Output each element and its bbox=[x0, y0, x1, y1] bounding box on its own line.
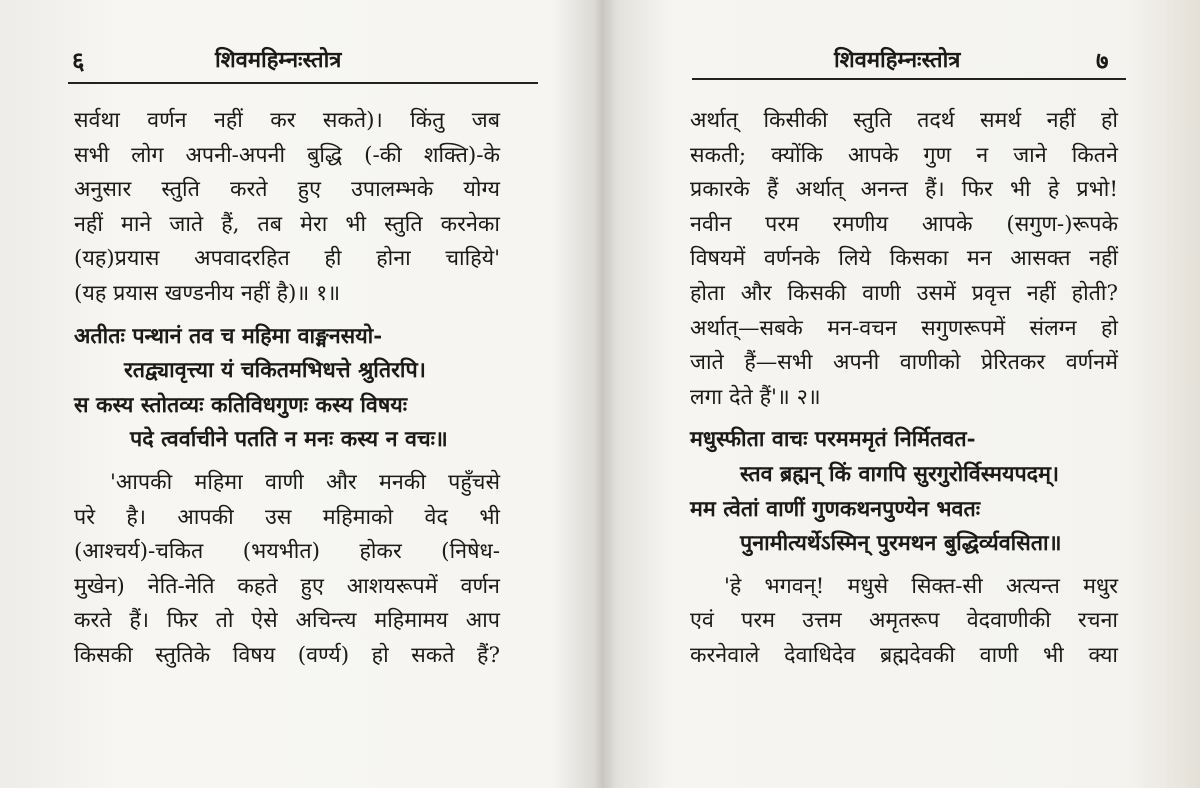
text-line: अर्थात्—सबके मन-वचन सगुणरूपमें संलग्न हो bbox=[690, 315, 1118, 341]
page-number: ७ bbox=[1096, 46, 1109, 75]
text-line: लगा देते हैं'॥ २॥ bbox=[690, 384, 821, 410]
text-line: करनेवाले देवाधिदेव ब्रह्मदेवकी वाणी भी क्या bbox=[690, 642, 1118, 668]
text-line: मुखेन) नेति-नेति कहते हुए आशयरूपमें वर्णन bbox=[74, 573, 500, 599]
text-line: अनुसार स्तुति करते हुए उपालम्भके योग्य bbox=[74, 177, 500, 203]
verse-line: पुनामीत्यर्थेऽस्मिन् पुरमथन बुद्धिर्व्यवसिता॥ bbox=[740, 531, 1062, 557]
text-line: अर्थात् किसीकी स्तुति तदर्थ समर्थ नहीं हो bbox=[690, 108, 1118, 133]
text-line: 'हे भगवन्! मधुसे सिक्त-सी अत्यन्त मधुर bbox=[724, 573, 1118, 599]
right-page bbox=[606, 0, 1200, 788]
text-line: प्रकारके हैं अर्थात् अनन्त हैं। फिर भी हे प्रभो! bbox=[690, 177, 1118, 203]
running-header: शिवमहिम्नःस्तोत्र bbox=[834, 47, 961, 73]
verse-line: पदे त्वर्वाचीने पतति न मनः कस्य न वचः॥ bbox=[130, 427, 448, 453]
verse-line: मम त्वेतां वाणीं गुणकथनपुण्येन भवतः bbox=[690, 496, 981, 522]
text-line: नवीन परम रमणीय आपके (सगुण-)रूपके bbox=[690, 211, 1118, 237]
text-line: एवं परम उत्तम अमृतरूप वेदवाणीकी रचना bbox=[690, 608, 1118, 634]
text-line: (यह प्रयास खण्डनीय नहीं है)॥ १॥ bbox=[74, 280, 341, 306]
text-line: नहीं माने जाते हैं, तब मेरा भी स्तुति करनेका bbox=[74, 211, 500, 237]
verse-line: मधुस्फीता वाचः परमममृतं निर्मितवत- bbox=[690, 427, 976, 453]
text-line: विषयमें वर्णनके लिये किसका मन आसक्त नहीं bbox=[690, 246, 1118, 272]
text-line: सकती; क्योंकि आपके गुण न जाने कितने bbox=[690, 142, 1118, 168]
verse-line: अतीतः पन्थानं तव च महिमा वाङ्मनसयो- bbox=[74, 323, 383, 349]
verse-line: स्तव ब्रह्मन् किं वागपि सुरगुरोर्विस्मयपदम्। bbox=[740, 461, 1060, 487]
text-line: सभी लोग अपनी-अपनी बुद्धि (-की शक्ति)-के bbox=[74, 142, 500, 168]
page-body bbox=[690, 104, 1118, 674]
text-line: जाते हैं—सभी अपनी वाणीको प्रेरितकर वर्णनमें bbox=[690, 350, 1118, 376]
header-rule bbox=[68, 82, 538, 84]
header-rule bbox=[692, 78, 1126, 80]
verse-line: रतद्व्यावृत्त्या यं चकितमभिधत्ते श्रुतिरपि। bbox=[124, 358, 426, 384]
page-body bbox=[74, 104, 500, 674]
page-number: ६ bbox=[72, 46, 85, 75]
text-line: होता और किसकी वाणी उसमें प्रवृत्त नहीं होती? bbox=[690, 280, 1118, 306]
running-header: शिवमहिम्नःस्तोत्र bbox=[215, 47, 342, 73]
text-line: 'आपकी महिमा वाणी और मनकी पहुँचसे bbox=[110, 469, 500, 495]
text-line: किसकी स्तुतिके विषय (वर्ण्य) हो सकते हैं? bbox=[74, 642, 500, 668]
text-line: (यह)प्रयास अपवादरहित ही होना चाहिये' bbox=[74, 246, 500, 272]
text-line: परे है। आपकी उस महिमाको वेद भी bbox=[74, 504, 500, 530]
text-line: सर्वथा वर्णन नहीं कर सकते)। किंतु जब bbox=[74, 108, 500, 133]
text-line: करते हैं। फिर तो ऐसे अचिन्त्य महिमामय आप bbox=[74, 608, 500, 634]
text-line: (आश्चर्य)-चकित (भयभीत) होकर (निषेध- bbox=[74, 539, 500, 565]
verse-line: स कस्य स्तोतव्यः कतिविधगुणः कस्य विषयः bbox=[74, 392, 408, 418]
